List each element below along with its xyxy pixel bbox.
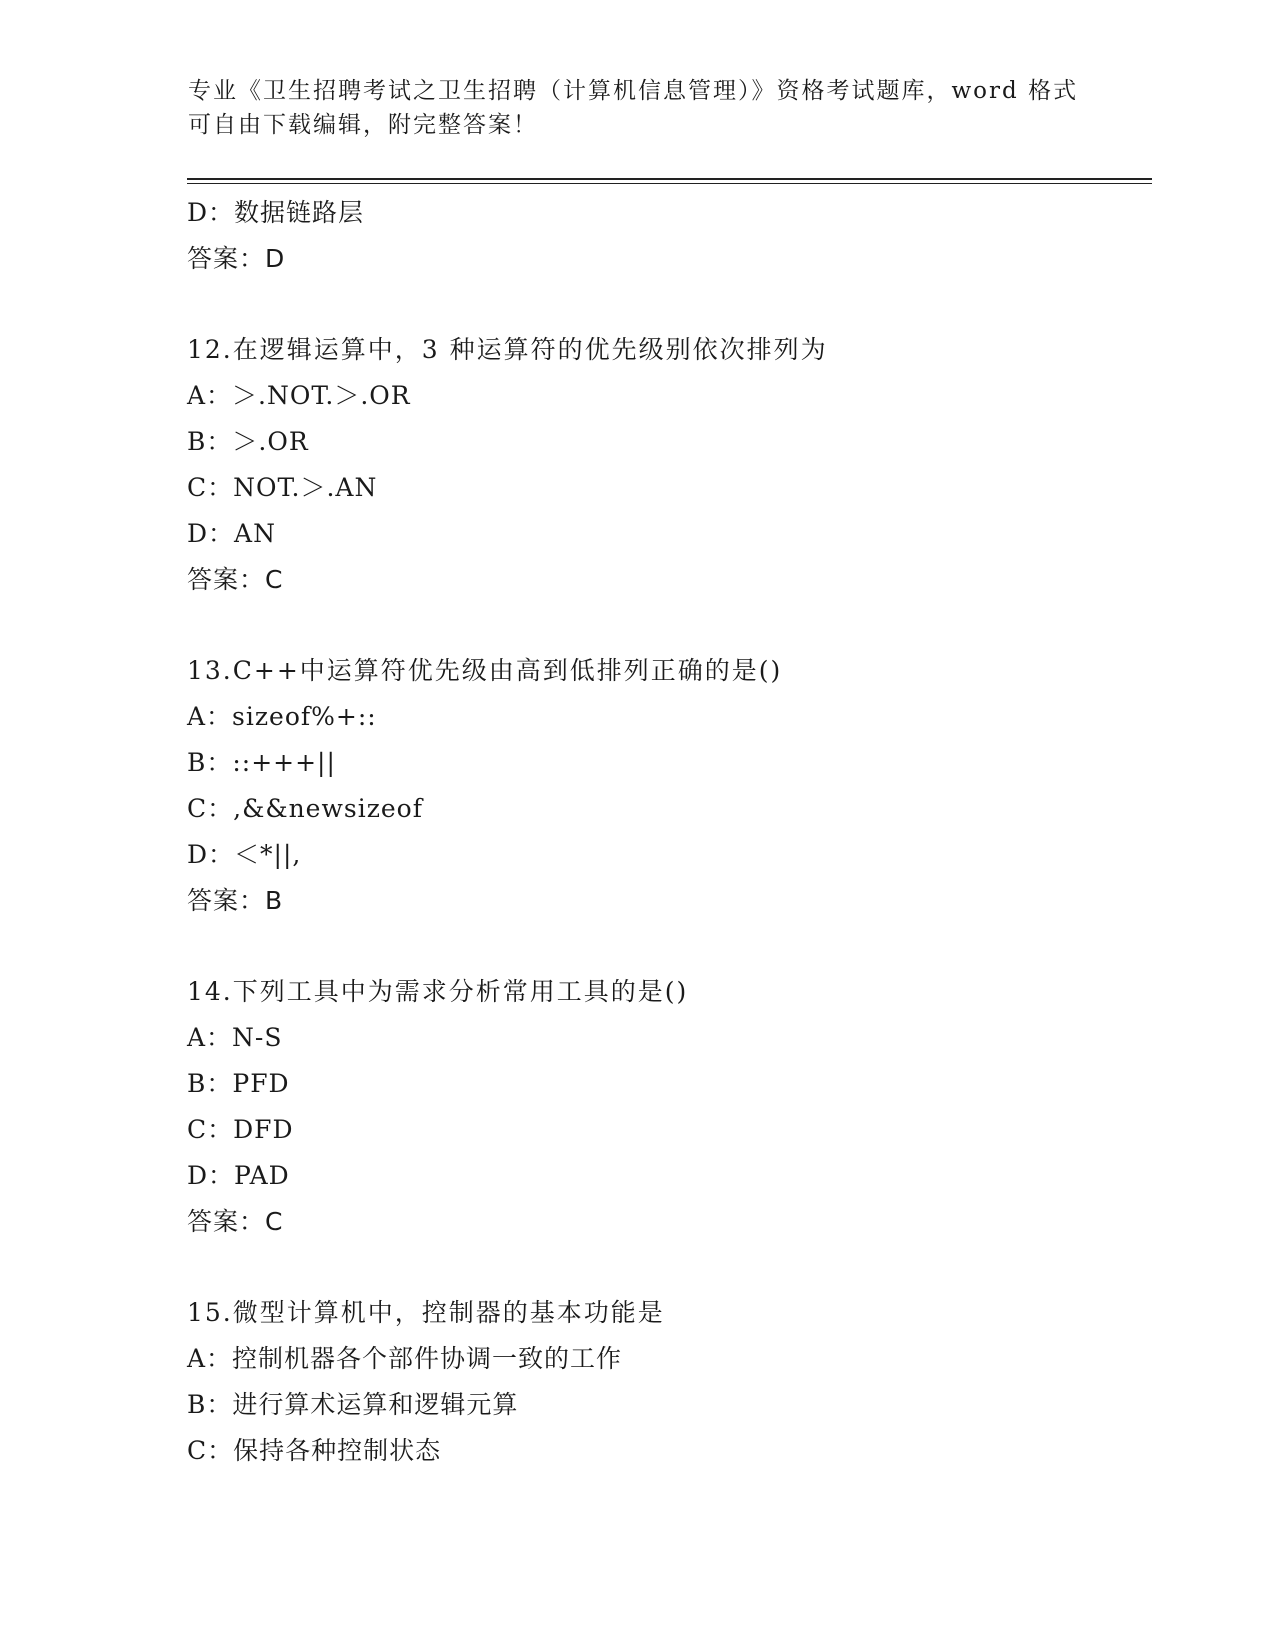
question-title: 13.C++中运算符优先级由高到低排列正确的是() (187, 656, 783, 685)
option-a: A：sizeof%+:: (187, 702, 377, 731)
option-d: D：数据链路层 (187, 198, 365, 227)
answer-line: 答案：D (187, 244, 286, 273)
option-d: D：AN (187, 519, 276, 548)
header-line-2: 可自由下载编辑，附完整答案！ (188, 112, 538, 138)
answer-line: 答案：B (187, 886, 284, 915)
option-b: B：::+++|| (187, 748, 336, 777)
option-c: C：DFD (187, 1115, 294, 1144)
option-c: C：NOT.＞.AN (187, 473, 378, 502)
option-b: B：＞.OR (187, 427, 309, 456)
option-b: B：进行算术运算和逻辑元算 (187, 1390, 519, 1419)
question-title: 14.下列工具中为需求分析常用工具的是() (187, 977, 689, 1006)
question-13 (187, 648, 1137, 924)
document-header (188, 74, 1088, 142)
option-c: C：保持各种控制状态 (187, 1436, 442, 1465)
header-line-1: 专业《卫生招聘考试之卫生招聘（计算机信息管理）》资格考试题库，word 格式 (188, 78, 1079, 104)
option-b: B：PFD (187, 1069, 290, 1098)
question-12 (187, 327, 1137, 603)
option-a: A：N-S (187, 1023, 283, 1052)
question-15 (187, 1290, 1137, 1474)
option-c: C：,&&newsizeof (187, 794, 423, 823)
question-title: 12.在逻辑运算中，3 种运算符的优先级别依次排列为 (187, 335, 828, 364)
header-divider-thick (187, 178, 1152, 180)
answer-line: 答案：C (187, 565, 284, 594)
question-14 (187, 969, 1137, 1245)
header-divider-thin (187, 183, 1152, 184)
option-d: D：＜*||, (187, 840, 302, 869)
question-title: 15.微型计算机中，控制器的基本功能是 (187, 1298, 665, 1327)
option-d: D：PAD (187, 1161, 290, 1190)
answer-line: 答案：C (187, 1207, 284, 1236)
option-a: A：＞.NOT.＞.OR (187, 381, 411, 410)
option-a: A：控制机器各个部件协调一致的工作 (187, 1344, 623, 1373)
question-list (187, 190, 1137, 1474)
